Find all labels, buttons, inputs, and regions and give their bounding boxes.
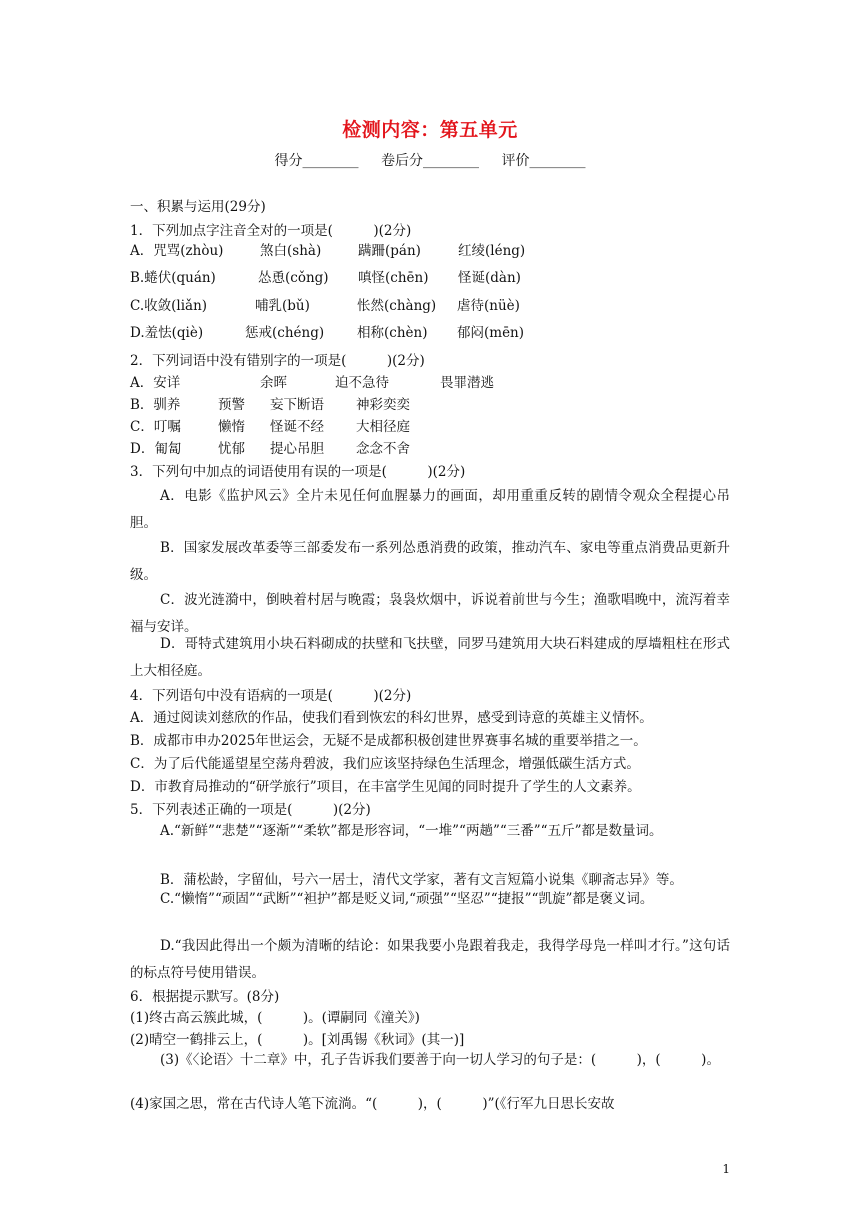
question-6-item-3: (3)《〈论语〉十二章》中，孔子告诉我们要善于向一切人学习的句子是：( )，( )。 [160, 1052, 720, 1068]
question-2-option-d: D．匍匐 忧郁 提心吊胆 念念不舍 [130, 441, 410, 457]
question-2-option-a: A．安详 余晖 迫不急待 畏罪潜逃 [130, 375, 494, 391]
section-heading: 一、积累与运用(29分) [130, 199, 266, 215]
question-4-option-b: B．成都市申办2025年世运会，无疑不是成都积极创建世界赛事名城的重要举措之一。 [130, 733, 647, 749]
question-1-option-d: D.羞怯(qiè) 惩戒(chéng) 相称(chèn) 郁闷(mēn) [130, 325, 525, 341]
question-6-item-2: (2)晴空一鹤排云上，( )。[刘禹锡《秋词》(其一)] [130, 1032, 465, 1048]
page-number: 1 [722, 1162, 730, 1176]
question-3-stem: 3．下列句中加点的词语使用有误的一项是( )(2分) [130, 464, 466, 480]
question-3-option-d: D．哥特式建筑用小块石料砌成的扶壁和飞扶壁，同罗马建筑用大块石料建成的厚墙粗柱在形式上大相径庭。 [130, 636, 730, 679]
question-5-option-a: A.“新鲜”“悲楚”“逐渐”“柔软”都是形容词，“一堆”“两趟”“三番”“五斤”都是数量词。 [160, 823, 663, 839]
evaluation-field: 评价________ [501, 153, 586, 169]
question-4-option-c: C．为了后代能遥望星空荡舟碧波，我们应该坚持绿色生活理念，增强低碳生活方式。 [130, 756, 640, 772]
after-score-field: 卷后分________ [381, 153, 479, 169]
question-3-option-a: A．电影《监护风云》全片未见任何血腥暴力的画面，却用重重反转的剧情令观众全程提心吊胆。 [130, 488, 730, 531]
question-1-option-a: A．咒骂(zhòu) 煞白(shà) 蹒跚(pán) 红绫(léng) [130, 243, 526, 259]
question-1-option-b: B.蜷伏(quán) 怂恿(cǒng) 嗔怪(chēn) 怪诞(dàn) [130, 270, 521, 286]
question-3-option-b: B．国家发展改革委等三部委发布一系列怂恿消费的政策，推动汽车、家电等重点消费品更新升级。 [130, 540, 730, 583]
score-line [0, 150, 860, 170]
question-6-item-1: (1)终古高云簇此城，( )。(谭嗣同《潼关》) [130, 1010, 420, 1026]
question-4-option-a: A．通过阅读刘慈欣的作品，使我们看到恢宏的科幻世界，感受到诗意的英雄主义情怀。 [130, 710, 653, 726]
question-4-option-d: D．市教育局推动的“研学旅行”项目，在丰富学生见闻的同时提升了学生的人文素养。 [130, 779, 641, 795]
question-3-option-c: C．波光涟漪中，倒映着村居与晚霞；袅袅炊烟中，诉说着前世与今生；渔歌唱晚中，流泻着幸福与安详。 [130, 592, 730, 635]
question-2-stem: 2．下列词语中没有错别字的一项是( )(2分) [130, 353, 425, 369]
page-title: 检测内容：第五单元 [342, 119, 518, 141]
question-2-option-c: C．叮嘱 懒惰 怪诞不经 大相径庭 [130, 419, 410, 435]
question-1-option-c: C.收敛(liǎn) 哺乳(bǔ) 怅然(chàng) 虐待(nüè) [130, 298, 520, 314]
question-4-stem: 4．下列语句中没有语病的一项是( )(2分) [130, 688, 412, 704]
question-5-option-b: B．蒲松龄，字留仙，号六一居士，清代文学家，著有文言短篇小说集《聊斋志异》等。 [160, 872, 683, 888]
question-2-option-b: B．驯养 预警 妄下断语 神彩奕奕 [130, 397, 410, 413]
question-1-stem: 1．下列加点字注音全对的一项是( )(2分) [130, 223, 412, 239]
question-6-stem: 6．根据提示默写。(8分) [130, 989, 280, 1005]
question-5-stem: 5．下列表述正确的一项是( )(2分) [130, 802, 371, 818]
score-field: 得分________ [274, 153, 359, 169]
question-5-option-d: D.“我因此得出一个颇为清晰的结论：如果我要小凫跟着我走，我得学母凫一样叫才行。”这句话的标点符号使用错误。 [130, 938, 730, 981]
question-6-item-4: (4)家国之思，常在古代诗人笔下流淌。“( )，( )”(《行军九日思长安故 [130, 1096, 615, 1112]
question-5-option-c: C.“懒惰”“顽固”“武断”“袒护”都是贬义词,“顽强”“坚忍”“捷报”“凯旋”都是褒义词。 [160, 891, 654, 907]
